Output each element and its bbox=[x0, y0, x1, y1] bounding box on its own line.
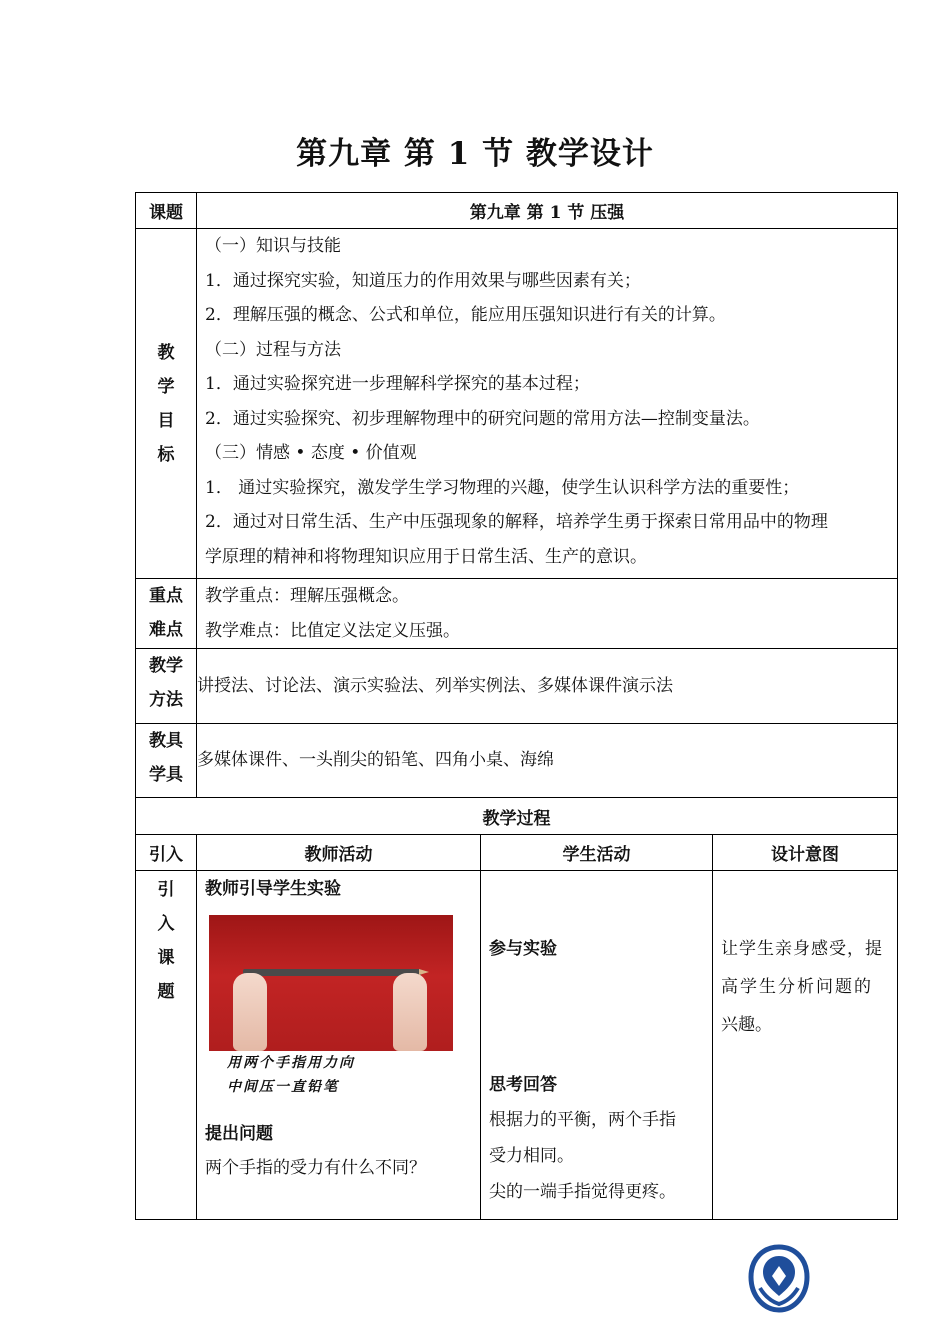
student-answer: 受力相同。 bbox=[489, 1146, 574, 1166]
left-finger-icon bbox=[233, 973, 267, 1051]
document-title: 第九章 第 1 节 教学设计 bbox=[296, 136, 654, 172]
intro-label: 引 入 课 题 bbox=[136, 871, 197, 1220]
column-header-student: 学生活动 bbox=[481, 835, 713, 871]
teacher-activity-heading: 教师引导学生实验 bbox=[205, 879, 341, 899]
objectives-content bbox=[197, 229, 898, 579]
column-header-teacher: 教师活动 bbox=[197, 835, 481, 871]
objective-line: 1．通过探究实验，知道压力的作用效果与哪些因素有关； bbox=[205, 270, 641, 291]
key-points-label: 重点 难点 bbox=[136, 579, 197, 649]
teacher-activity bbox=[197, 871, 481, 1220]
lesson-table bbox=[135, 192, 898, 1220]
tools-content: 多媒体课件、一头削尖的铅笔、四角小桌、海绵 bbox=[197, 724, 898, 798]
column-header-intent: 设计意图 bbox=[713, 835, 898, 871]
objective-line: 2．通过实验探究、初步理解物理中的研究问题的常用方法—控制变量法。 bbox=[205, 408, 760, 429]
objective-line: 1．通过实验探究进一步理解科学探究的基本过程； bbox=[205, 374, 590, 394]
objective-line: （三）情感 • 态度 • 价值观 bbox=[205, 443, 417, 463]
tools-label: 教具 学具 bbox=[136, 724, 197, 798]
topic-label: 课题 bbox=[136, 193, 197, 229]
pencil-tip-icon bbox=[419, 969, 429, 975]
objective-line: 2．理解压强的概念、公式和单位，能应用压强知识进行有关的计算。 bbox=[205, 305, 726, 325]
objective-line: 1． 通过实验探究，激发学生学习物理的兴趣，使学生认识科学方法的重要性； bbox=[205, 477, 800, 498]
objective-line: 2．通过对日常生活、生产中压强现象的解释，培养学生勇于探索日常用品中的物理 bbox=[205, 512, 828, 532]
design-intent: 让学生亲身感受，提 高学生分析问题的 兴趣。 bbox=[713, 871, 898, 1220]
objectives-label: 教 学 目 标 bbox=[136, 229, 197, 579]
participate-text: 参与实验 bbox=[489, 939, 557, 959]
methods-label: 教学 方法 bbox=[136, 649, 197, 724]
methods-content: 讲授法、讨论法、演示实验法、列举实例法、多媒体课件演示法 bbox=[197, 649, 898, 724]
photo-caption: 用两个手指用力向 中间压一直铅笔 bbox=[227, 1055, 355, 1095]
key-points-content: 教学重点：理解压强概念。 教学难点：比值定义法定义压强。 bbox=[197, 579, 898, 649]
objective-line: （二）过程与方法 bbox=[205, 339, 341, 360]
right-finger-icon bbox=[393, 973, 427, 1051]
question-heading: 提出问题 bbox=[205, 1124, 273, 1144]
school-logo-icon bbox=[748, 1244, 810, 1314]
student-activity bbox=[481, 871, 713, 1220]
student-answer: 尖的一端手指觉得更疼。 bbox=[489, 1182, 676, 1202]
think-heading: 思考回答 bbox=[489, 1075, 557, 1095]
process-header: 教学过程 bbox=[136, 798, 898, 835]
objective-line: （一）知识与技能 bbox=[205, 236, 341, 256]
column-header-intro: 引入 bbox=[136, 835, 197, 871]
topic-value: 第九章 第 1 节 压强 bbox=[197, 193, 898, 229]
objective-line: 学原理的精神和将物理知识应用于日常生活、生产的意识。 bbox=[205, 546, 647, 567]
pencil-icon bbox=[243, 969, 421, 976]
question-text: 两个手指的受力有什么不同？ bbox=[205, 1158, 426, 1178]
pencil-experiment-photo bbox=[209, 915, 453, 1051]
student-answer: 根据力的平衡，两个手指 bbox=[489, 1110, 676, 1130]
